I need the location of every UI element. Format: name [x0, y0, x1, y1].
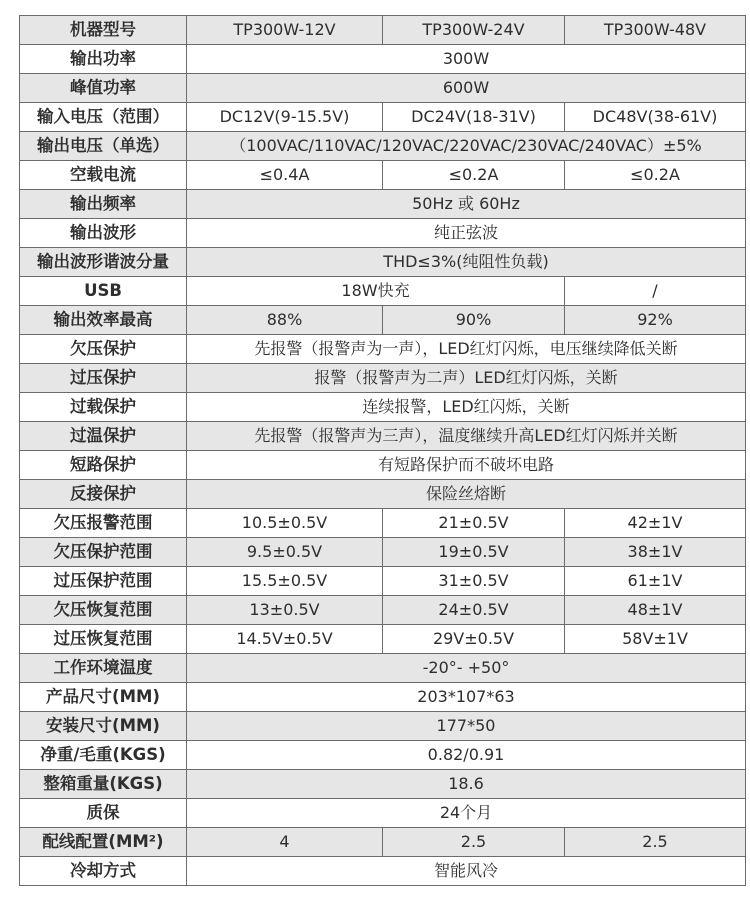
table-cell: 先报警（报警声为一声），LED红灯闪烁，电压继续降低关断 [187, 335, 746, 364]
table-row [20, 625, 746, 654]
table-row [20, 799, 746, 828]
row-label: 过压保护范围 [20, 567, 187, 596]
table-cell: 24±0.5V [383, 596, 565, 625]
table-row [20, 683, 746, 712]
row-label: 过载保护 [20, 393, 187, 422]
table-cell: 有短路保护而不破坏电路 [187, 451, 746, 480]
row-label: 输出波形 [20, 219, 187, 248]
row-label: 产品尺寸(MM) [20, 683, 187, 712]
table-row [20, 828, 746, 857]
table-row [20, 16, 746, 45]
table-cell: （100VAC/110VAC/120VAC/220VAC/230VAC/240VAC）±5% [187, 132, 746, 161]
table-cell: 61±1V [565, 567, 746, 596]
row-label: 欠压报警范围 [20, 509, 187, 538]
table-row [20, 770, 746, 799]
table-cell: 50Hz 或 60Hz [187, 190, 746, 219]
row-label: 输出功率 [20, 45, 187, 74]
table-cell: ≤0.2A [565, 161, 746, 190]
table-row [20, 422, 746, 451]
table-row [20, 190, 746, 219]
table-row [20, 335, 746, 364]
row-label: 输出电压（单选） [20, 132, 187, 161]
table-cell: 29V±0.5V [383, 625, 565, 654]
table-row [20, 74, 746, 103]
table-cell: 4 [187, 828, 383, 857]
table-cell: 2.5 [383, 828, 565, 857]
row-label: 机器型号 [20, 16, 187, 45]
row-label: 质保 [20, 799, 187, 828]
table-cell: 58V±1V [565, 625, 746, 654]
table-cell: 18W快充 [187, 277, 565, 306]
table-cell: 14.5V±0.5V [187, 625, 383, 654]
table-cell: 9.5±0.5V [187, 538, 383, 567]
table-cell: 13±0.5V [187, 596, 383, 625]
table-cell: THD≤3%(纯阻性负载) [187, 248, 746, 277]
table-cell: 19±0.5V [383, 538, 565, 567]
row-label: 净重/毛重(KGS) [20, 741, 187, 770]
table-cell: 90% [383, 306, 565, 335]
table-cell: TP300W-48V [565, 16, 746, 45]
table-cell: 24个月 [187, 799, 746, 828]
table-row [20, 712, 746, 741]
table-cell: DC24V(18-31V) [383, 103, 565, 132]
table-cell: 10.5±0.5V [187, 509, 383, 538]
row-label: 峰值功率 [20, 74, 187, 103]
table-row [20, 857, 746, 886]
table-cell: 38±1V [565, 538, 746, 567]
row-label: 反接保护 [20, 480, 187, 509]
row-label: 输出效率最高 [20, 306, 187, 335]
row-label: 输出波形谐波分量 [20, 248, 187, 277]
table-row [20, 509, 746, 538]
table-cell: 保险丝熔断 [187, 480, 746, 509]
row-label: 整箱重量(KGS) [20, 770, 187, 799]
table-cell: 智能风冷 [187, 857, 746, 886]
row-label: 短路保护 [20, 451, 187, 480]
table-cell: 31±0.5V [383, 567, 565, 596]
row-label: 空载电流 [20, 161, 187, 190]
table-cell: 203*107*63 [187, 683, 746, 712]
table-cell: 42±1V [565, 509, 746, 538]
table-row [20, 364, 746, 393]
table-cell: 15.5±0.5V [187, 567, 383, 596]
table-cell: 92% [565, 306, 746, 335]
table-row [20, 567, 746, 596]
table-row [20, 741, 746, 770]
row-label: 安装尺寸(MM) [20, 712, 187, 741]
table-row [20, 306, 746, 335]
table-cell: 2.5 [565, 828, 746, 857]
table-row [20, 103, 746, 132]
table-cell: 600W [187, 74, 746, 103]
table-cell: 报警（报警声为二声）LED红灯闪烁，关断 [187, 364, 746, 393]
table-cell: 18.6 [187, 770, 746, 799]
table-cell: -20°- +50° [187, 654, 746, 683]
table-row [20, 596, 746, 625]
row-label: 冷却方式 [20, 857, 187, 886]
table-cell: 177*50 [187, 712, 746, 741]
table-cell: ≤0.2A [383, 161, 565, 190]
row-label: 工作环境温度 [20, 654, 187, 683]
table-cell: TP300W-24V [383, 16, 565, 45]
table-row [20, 161, 746, 190]
table-cell: 先报警（报警声为三声），温度继续升高LED红灯闪烁并关断 [187, 422, 746, 451]
table-cell: 0.82/0.91 [187, 741, 746, 770]
table-cell: 21±0.5V [383, 509, 565, 538]
row-label: 过温保护 [20, 422, 187, 451]
table-row [20, 480, 746, 509]
table-row [20, 248, 746, 277]
table-cell: DC12V(9-15.5V) [187, 103, 383, 132]
table-cell: 48±1V [565, 596, 746, 625]
table-row [20, 132, 746, 161]
row-label: 输入电压（范围） [20, 103, 187, 132]
row-label: 过压恢复范围 [20, 625, 187, 654]
table-cell: 纯正弦波 [187, 219, 746, 248]
table-row [20, 538, 746, 567]
table-row [20, 277, 746, 306]
row-label: 欠压保护 [20, 335, 187, 364]
table-cell: 88% [187, 306, 383, 335]
table-row [20, 45, 746, 74]
row-label: 过压保护 [20, 364, 187, 393]
table-cell: / [565, 277, 746, 306]
row-label: 配线配置(MM²) [20, 828, 187, 857]
row-label: USB [20, 277, 187, 306]
spec-table [19, 15, 746, 886]
table-cell: ≤0.4A [187, 161, 383, 190]
table-row [20, 393, 746, 422]
table-row [20, 654, 746, 683]
table-cell: TP300W-12V [187, 16, 383, 45]
spec-table-body [20, 16, 746, 886]
row-label: 欠压恢复范围 [20, 596, 187, 625]
table-row [20, 219, 746, 248]
table-cell: 连续报警，LED红闪烁，关断 [187, 393, 746, 422]
row-label: 欠压保护范围 [20, 538, 187, 567]
table-cell: 300W [187, 45, 746, 74]
table-cell: DC48V(38-61V) [565, 103, 746, 132]
row-label: 输出频率 [20, 190, 187, 219]
table-row [20, 451, 746, 480]
